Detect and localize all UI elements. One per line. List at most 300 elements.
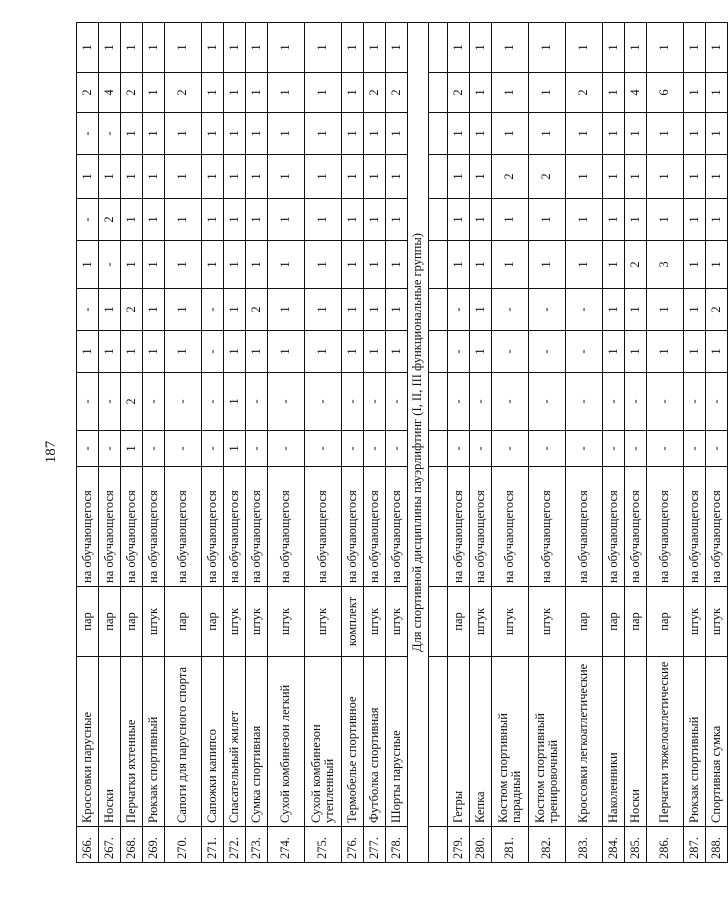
row-number: 269. bbox=[143, 827, 165, 863]
issue-cell: на обучающегося bbox=[386, 467, 408, 587]
quantity-cell: 2 bbox=[121, 73, 143, 113]
item-name: Носки bbox=[99, 657, 121, 827]
spacer-cell bbox=[429, 199, 448, 241]
page-number: 187 bbox=[43, 440, 59, 464]
unit-cell: штук bbox=[529, 587, 566, 657]
quantity-cell: 4 bbox=[99, 73, 121, 113]
quantity-cell: 1 bbox=[342, 23, 364, 73]
table-row bbox=[342, 23, 364, 863]
quantity-cell: 1 bbox=[684, 199, 706, 241]
quantity-cell: 1 bbox=[684, 73, 706, 113]
table-row bbox=[202, 23, 224, 863]
table-row bbox=[492, 23, 529, 863]
quantity-cell: - bbox=[305, 373, 342, 431]
quantity-cell: 1 bbox=[342, 241, 364, 289]
quantity-cell: 1 bbox=[77, 241, 99, 289]
issue-cell: на обучающегося bbox=[224, 467, 246, 587]
quantity-cell: - bbox=[77, 431, 99, 467]
quantity-cell: 1 bbox=[492, 73, 529, 113]
quantity-cell: 1 bbox=[202, 23, 224, 73]
spacer-cell bbox=[429, 331, 448, 373]
quantity-cell: 1 bbox=[448, 199, 470, 241]
quantity-cell: - bbox=[246, 431, 268, 467]
item-name: Термобелье спортивное bbox=[342, 657, 364, 827]
issue-cell: на обучающегося bbox=[625, 467, 647, 587]
quantity-cell: 1 bbox=[448, 23, 470, 73]
spacer-cell bbox=[429, 431, 448, 467]
quantity-cell: 1 bbox=[625, 113, 647, 155]
quantity-cell: 1 bbox=[121, 241, 143, 289]
quantity-cell: 1 bbox=[706, 113, 728, 155]
quantity-cell: 1 bbox=[224, 431, 246, 467]
quantity-cell: 1 bbox=[529, 241, 566, 289]
table-row bbox=[684, 23, 706, 863]
quantity-cell: - bbox=[99, 431, 121, 467]
quantity-cell: 1 bbox=[342, 331, 364, 373]
quantity-cell: 1 bbox=[143, 289, 165, 331]
quantity-cell: 1 bbox=[684, 289, 706, 331]
quantity-cell: - bbox=[202, 373, 224, 431]
issue-cell: на обучающегося bbox=[529, 467, 566, 587]
quantity-cell: - bbox=[625, 431, 647, 467]
item-name: Рюкзак спортивный bbox=[684, 657, 706, 827]
quantity-cell: 1 bbox=[224, 331, 246, 373]
quantity-cell: 1 bbox=[647, 155, 684, 199]
quantity-cell: - bbox=[165, 373, 202, 431]
quantity-cell: 1 bbox=[364, 241, 386, 289]
quantity-cell: 1 bbox=[268, 113, 305, 155]
quantity-cell: 1 bbox=[603, 199, 625, 241]
table-row bbox=[706, 23, 728, 863]
quantity-cell: - bbox=[448, 373, 470, 431]
quantity-cell: 1 bbox=[342, 289, 364, 331]
quantity-cell: - bbox=[77, 373, 99, 431]
unit-cell: пар bbox=[165, 587, 202, 657]
quantity-cell: 1 bbox=[448, 155, 470, 199]
quantity-cell: - bbox=[77, 199, 99, 241]
quantity-cell: 1 bbox=[224, 199, 246, 241]
issue-cell: на обучающегося bbox=[364, 467, 386, 587]
table-section-header bbox=[408, 23, 448, 863]
quantity-cell: 1 bbox=[121, 113, 143, 155]
quantity-cell: - bbox=[706, 373, 728, 431]
quantity-cell: 1 bbox=[143, 241, 165, 289]
row-number: 282. bbox=[529, 827, 566, 863]
spacer-cell bbox=[429, 155, 448, 199]
spacer-cell bbox=[429, 73, 448, 113]
quantity-cell: 6 bbox=[647, 73, 684, 113]
quantity-cell: 1 bbox=[647, 199, 684, 241]
quantity-cell: 1 bbox=[529, 199, 566, 241]
table-row bbox=[268, 23, 305, 863]
quantity-cell: 1 bbox=[364, 155, 386, 199]
unit-cell: пар bbox=[566, 587, 603, 657]
quantity-cell: 1 bbox=[386, 331, 408, 373]
quantity-cell: 1 bbox=[386, 155, 408, 199]
quantity-cell: 1 bbox=[99, 23, 121, 73]
quantity-cell: 1 bbox=[224, 73, 246, 113]
issue-cell: на обучающегося bbox=[470, 467, 492, 587]
issue-cell: на обучающегося bbox=[202, 467, 224, 587]
quantity-cell: 1 bbox=[143, 113, 165, 155]
quantity-cell: 2 bbox=[121, 289, 143, 331]
quantity-cell: 1 bbox=[684, 241, 706, 289]
quantity-cell: 1 bbox=[684, 155, 706, 199]
quantity-cell: 1 bbox=[165, 331, 202, 373]
row-number: 285. bbox=[625, 827, 647, 863]
quantity-cell: 2 bbox=[99, 199, 121, 241]
quantity-cell: 1 bbox=[625, 331, 647, 373]
quantity-cell: 2 bbox=[77, 73, 99, 113]
quantity-cell: 1 bbox=[706, 199, 728, 241]
quantity-cell: 1 bbox=[224, 289, 246, 331]
quantity-cell: 1 bbox=[529, 113, 566, 155]
quantity-cell: 1 bbox=[305, 155, 342, 199]
quantity-cell: 1 bbox=[143, 199, 165, 241]
row-number: 280. bbox=[470, 827, 492, 863]
table-row bbox=[143, 23, 165, 863]
unit-cell: пар bbox=[625, 587, 647, 657]
row-number: 284. bbox=[603, 827, 625, 863]
unit-cell: штук bbox=[706, 587, 728, 657]
quantity-cell: - bbox=[143, 373, 165, 431]
table-row bbox=[99, 23, 121, 863]
quantity-cell: 1 bbox=[121, 199, 143, 241]
issue-cell: на обучающегося bbox=[165, 467, 202, 587]
unit-cell: пар bbox=[121, 587, 143, 657]
row-number: 267. bbox=[99, 827, 121, 863]
issue-cell: на обучающегося bbox=[448, 467, 470, 587]
item-name: Костюм спортивный парадный bbox=[492, 657, 529, 827]
quantity-cell: 1 bbox=[342, 155, 364, 199]
table-row bbox=[625, 23, 647, 863]
item-name: Перчатки тяжелоатлетические bbox=[647, 657, 684, 827]
quantity-cell: 1 bbox=[566, 241, 603, 289]
quantity-cell: 1 bbox=[99, 331, 121, 373]
quantity-cell: - bbox=[364, 431, 386, 467]
quantity-cell: 1 bbox=[566, 199, 603, 241]
quantity-cell: - bbox=[529, 331, 566, 373]
item-name: Кепка bbox=[470, 657, 492, 827]
table-body-sailing bbox=[77, 23, 408, 863]
quantity-cell: 1 bbox=[603, 289, 625, 331]
quantity-cell: 2 bbox=[246, 289, 268, 331]
quantity-cell: 1 bbox=[165, 289, 202, 331]
quantity-cell: 1 bbox=[165, 155, 202, 199]
quantity-cell: - bbox=[529, 373, 566, 431]
unit-cell: штук bbox=[268, 587, 305, 657]
quantity-cell: 1 bbox=[706, 23, 728, 73]
quantity-cell: 1 bbox=[305, 23, 342, 73]
row-number: 273. bbox=[246, 827, 268, 863]
rotated-table-container bbox=[76, 43, 723, 863]
quantity-cell: - bbox=[268, 373, 305, 431]
unit-cell: штук bbox=[684, 587, 706, 657]
table-row bbox=[165, 23, 202, 863]
quantity-cell: 1 bbox=[492, 199, 529, 241]
quantity-cell: - bbox=[684, 431, 706, 467]
item-name: Перчатки яхтенные bbox=[121, 657, 143, 827]
quantity-cell: 1 bbox=[77, 155, 99, 199]
row-number: 277. bbox=[364, 827, 386, 863]
table-row bbox=[647, 23, 684, 863]
quantity-cell: 1 bbox=[342, 73, 364, 113]
quantity-cell: - bbox=[305, 431, 342, 467]
quantity-cell: 2 bbox=[492, 155, 529, 199]
quantity-cell: 1 bbox=[305, 73, 342, 113]
quantity-cell: 1 bbox=[625, 23, 647, 73]
quantity-cell: 1 bbox=[647, 23, 684, 73]
row-number: 275. bbox=[305, 827, 342, 863]
quantity-cell: 1 bbox=[364, 113, 386, 155]
issue-cell: на обучающегося bbox=[492, 467, 529, 587]
unit-cell: пар bbox=[202, 587, 224, 657]
spacer-cell bbox=[429, 587, 448, 657]
issue-cell: на обучающегося bbox=[684, 467, 706, 587]
table-row bbox=[121, 23, 143, 863]
quantity-cell: - bbox=[448, 331, 470, 373]
unit-cell: штук bbox=[305, 587, 342, 657]
row-number: 271. bbox=[202, 827, 224, 863]
quantity-cell: 1 bbox=[202, 155, 224, 199]
unit-cell: пар bbox=[99, 587, 121, 657]
quantity-cell: 1 bbox=[305, 289, 342, 331]
item-name: Костюм спортивный тренировочный bbox=[529, 657, 566, 827]
quantity-cell: - bbox=[566, 431, 603, 467]
quantity-cell: 1 bbox=[202, 199, 224, 241]
quantity-cell: 1 bbox=[121, 431, 143, 467]
quantity-cell: - bbox=[706, 431, 728, 467]
quantity-cell: - bbox=[448, 289, 470, 331]
quantity-cell: 1 bbox=[224, 155, 246, 199]
quantity-cell: 1 bbox=[448, 113, 470, 155]
quantity-cell: 1 bbox=[246, 155, 268, 199]
quantity-cell: 1 bbox=[224, 373, 246, 431]
item-name: Сумка спортивная bbox=[246, 657, 268, 827]
quantity-cell: 1 bbox=[386, 23, 408, 73]
spacer-cell bbox=[429, 827, 448, 863]
quantity-cell: 1 bbox=[224, 23, 246, 73]
quantity-cell: 1 bbox=[603, 155, 625, 199]
quantity-cell: 1 bbox=[342, 113, 364, 155]
quantity-cell: 1 bbox=[305, 241, 342, 289]
table-row bbox=[529, 23, 566, 863]
quantity-cell: 1 bbox=[529, 73, 566, 113]
quantity-cell: 1 bbox=[684, 331, 706, 373]
quantity-cell: - bbox=[77, 289, 99, 331]
quantity-cell: 1 bbox=[268, 289, 305, 331]
quantity-cell: 1 bbox=[470, 331, 492, 373]
item-name: Спортивная сумка bbox=[706, 657, 728, 827]
quantity-cell: 1 bbox=[268, 199, 305, 241]
quantity-cell: - bbox=[99, 241, 121, 289]
table-row bbox=[246, 23, 268, 863]
row-number: 283. bbox=[566, 827, 603, 863]
quantity-cell: 4 bbox=[625, 73, 647, 113]
quantity-cell: 1 bbox=[492, 241, 529, 289]
quantity-cell: 1 bbox=[121, 23, 143, 73]
row-number: 278. bbox=[386, 827, 408, 863]
row-number: 288. bbox=[706, 827, 728, 863]
quantity-cell: 1 bbox=[364, 289, 386, 331]
quantity-cell: 1 bbox=[625, 199, 647, 241]
quantity-cell: 2 bbox=[165, 73, 202, 113]
item-name: Шорты парусные bbox=[386, 657, 408, 827]
quantity-cell: - bbox=[202, 331, 224, 373]
spacer-cell bbox=[429, 23, 448, 73]
quantity-cell: - bbox=[603, 373, 625, 431]
quantity-cell: 1 bbox=[202, 241, 224, 289]
quantity-cell: 1 bbox=[566, 113, 603, 155]
issue-cell: на обучающегося bbox=[268, 467, 305, 587]
item-name: Наколенники bbox=[603, 657, 625, 827]
quantity-cell: 1 bbox=[684, 113, 706, 155]
issue-cell: на обучающегося bbox=[706, 467, 728, 587]
spacer-cell bbox=[429, 289, 448, 331]
quantity-cell: 1 bbox=[165, 113, 202, 155]
table-row bbox=[566, 23, 603, 863]
quantity-cell: 1 bbox=[224, 113, 246, 155]
unit-cell: штук bbox=[470, 587, 492, 657]
table-row bbox=[448, 23, 470, 863]
unit-cell: комплект bbox=[342, 587, 364, 657]
row-number: 268. bbox=[121, 827, 143, 863]
unit-cell: штук bbox=[492, 587, 529, 657]
quantity-cell: 1 bbox=[706, 241, 728, 289]
quantity-cell: - bbox=[529, 431, 566, 467]
table-row bbox=[470, 23, 492, 863]
quantity-cell: - bbox=[246, 373, 268, 431]
equipment-table bbox=[76, 22, 728, 863]
spacer-cell bbox=[429, 373, 448, 431]
item-name: Спасательный жилет bbox=[224, 657, 246, 827]
quantity-cell: 1 bbox=[121, 155, 143, 199]
quantity-cell: 1 bbox=[268, 331, 305, 373]
row-number: 272. bbox=[224, 827, 246, 863]
row-number: 279. bbox=[448, 827, 470, 863]
unit-cell: штук bbox=[386, 587, 408, 657]
quantity-cell: 1 bbox=[603, 113, 625, 155]
quantity-cell: 1 bbox=[165, 199, 202, 241]
quantity-cell: 1 bbox=[77, 331, 99, 373]
quantity-cell: 1 bbox=[143, 73, 165, 113]
quantity-cell: - bbox=[470, 373, 492, 431]
quantity-cell: 1 bbox=[386, 113, 408, 155]
quantity-cell: 2 bbox=[364, 73, 386, 113]
quantity-cell: 1 bbox=[143, 331, 165, 373]
quantity-cell: 1 bbox=[99, 289, 121, 331]
table-body-powerlifting bbox=[448, 23, 728, 863]
quantity-cell: 1 bbox=[470, 73, 492, 113]
quantity-cell: - bbox=[202, 431, 224, 467]
table-row bbox=[386, 23, 408, 863]
item-name: Сапоги для парусного спорта bbox=[165, 657, 202, 827]
quantity-cell: - bbox=[364, 373, 386, 431]
row-number: 286. bbox=[647, 827, 684, 863]
row-number: 266. bbox=[77, 827, 99, 863]
item-name: Сухой комбинезон утепленный bbox=[305, 657, 342, 827]
table-row bbox=[224, 23, 246, 863]
quantity-cell: 1 bbox=[492, 23, 529, 73]
quantity-cell: 1 bbox=[603, 73, 625, 113]
quantity-cell: 1 bbox=[305, 113, 342, 155]
quantity-cell: - bbox=[684, 373, 706, 431]
table-row bbox=[603, 23, 625, 863]
table-row bbox=[305, 23, 342, 863]
quantity-cell: 1 bbox=[143, 23, 165, 73]
quantity-cell: - bbox=[165, 431, 202, 467]
row-number: 270. bbox=[165, 827, 202, 863]
unit-cell: штук bbox=[143, 587, 165, 657]
quantity-cell: - bbox=[202, 289, 224, 331]
quantity-cell: 1 bbox=[268, 73, 305, 113]
quantity-cell: 1 bbox=[305, 331, 342, 373]
item-name: Гетры bbox=[448, 657, 470, 827]
unit-cell: пар bbox=[448, 587, 470, 657]
quantity-cell: 2 bbox=[529, 155, 566, 199]
quantity-cell: 1 bbox=[603, 331, 625, 373]
quantity-cell: 1 bbox=[305, 199, 342, 241]
quantity-cell: 1 bbox=[224, 241, 246, 289]
issue-cell: на обучающегося bbox=[99, 467, 121, 587]
unit-cell: пар bbox=[647, 587, 684, 657]
quantity-cell: - bbox=[448, 431, 470, 467]
table-row bbox=[364, 23, 386, 863]
issue-cell: на обучающегося bbox=[143, 467, 165, 587]
item-name: Рюкзак спортивный bbox=[143, 657, 165, 827]
quantity-cell: 1 bbox=[603, 241, 625, 289]
quantity-cell: - bbox=[647, 431, 684, 467]
quantity-cell: 1 bbox=[202, 113, 224, 155]
item-name: Носки bbox=[625, 657, 647, 827]
quantity-cell: - bbox=[492, 431, 529, 467]
quantity-cell: - bbox=[647, 373, 684, 431]
quantity-cell: 1 bbox=[470, 155, 492, 199]
quantity-cell: - bbox=[143, 431, 165, 467]
quantity-cell: 1 bbox=[566, 23, 603, 73]
quantity-cell: 1 bbox=[470, 241, 492, 289]
quantity-cell: - bbox=[268, 431, 305, 467]
quantity-cell: - bbox=[342, 431, 364, 467]
item-name: Сапожки капипсо bbox=[202, 657, 224, 827]
quantity-cell: 1 bbox=[470, 23, 492, 73]
quantity-cell: - bbox=[77, 113, 99, 155]
quantity-cell: 1 bbox=[268, 241, 305, 289]
quantity-cell: 1 bbox=[364, 23, 386, 73]
row-number: 276. bbox=[342, 827, 364, 863]
table-row bbox=[77, 23, 99, 863]
row-number: 274. bbox=[268, 827, 305, 863]
quantity-cell: 2 bbox=[625, 241, 647, 289]
issue-cell: на обучающегося bbox=[647, 467, 684, 587]
quantity-cell: 1 bbox=[625, 289, 647, 331]
quantity-cell: 1 bbox=[364, 331, 386, 373]
quantity-cell: - bbox=[492, 331, 529, 373]
quantity-cell: 1 bbox=[529, 23, 566, 73]
unit-cell: штук bbox=[364, 587, 386, 657]
quantity-cell: 1 bbox=[165, 23, 202, 73]
quantity-cell: 1 bbox=[165, 241, 202, 289]
quantity-cell: 1 bbox=[268, 155, 305, 199]
quantity-cell: 1 bbox=[625, 155, 647, 199]
quantity-cell: 1 bbox=[566, 155, 603, 199]
quantity-cell: - bbox=[566, 289, 603, 331]
quantity-cell: 1 bbox=[706, 73, 728, 113]
quantity-cell: - bbox=[625, 373, 647, 431]
quantity-cell: 1 bbox=[246, 113, 268, 155]
item-name: Сухой комбинезон легкий bbox=[268, 657, 305, 827]
quantity-cell: 1 bbox=[246, 331, 268, 373]
